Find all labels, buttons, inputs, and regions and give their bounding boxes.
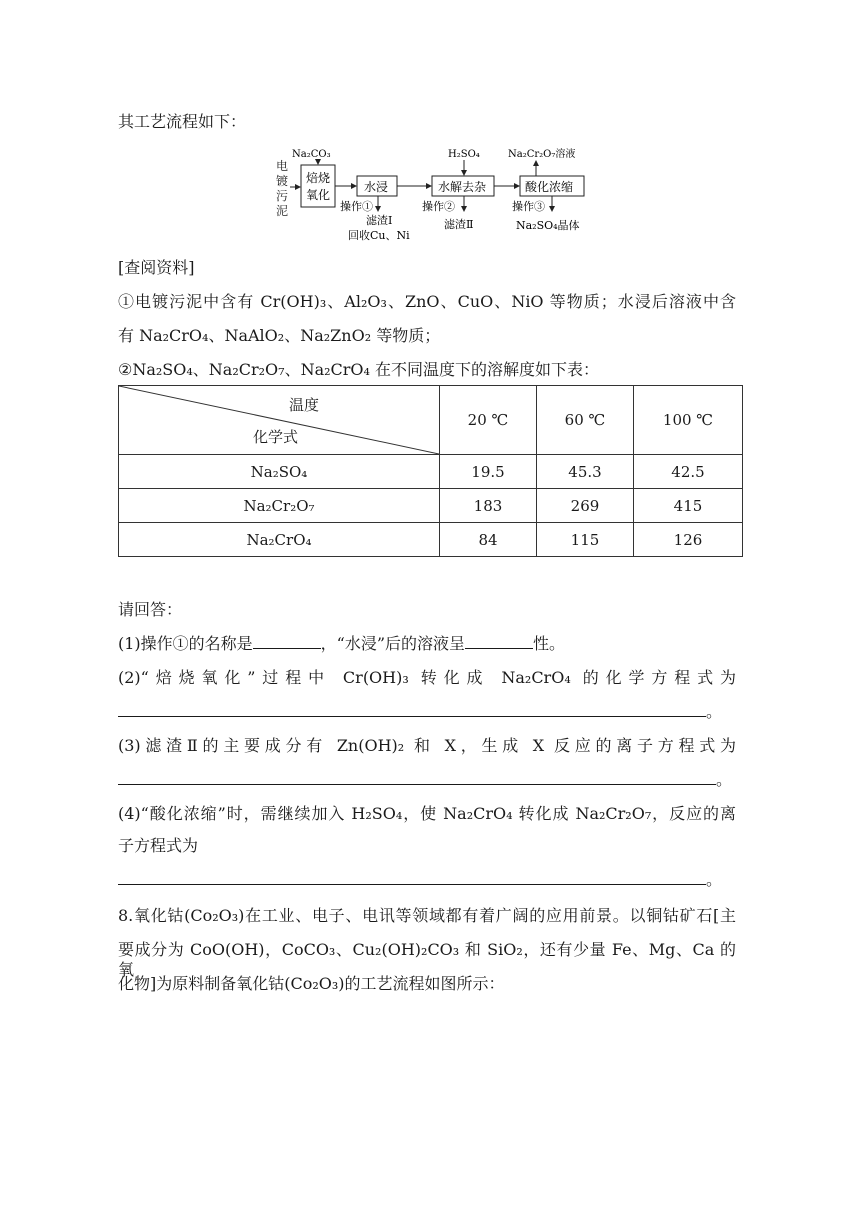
period: 。 xyxy=(706,702,723,721)
value-cell: 19.5 xyxy=(440,455,537,489)
product-top: Na₂Cr₂O₇溶液 xyxy=(508,149,576,160)
value-cell: 126 xyxy=(634,523,743,557)
compound-cell: Na₂CrO₄ xyxy=(119,523,440,557)
table-row xyxy=(119,523,743,557)
question-4-line1: (4)“酸化浓缩”时，需继续加入 H₂SO₄，使 Na₂CrO₄ 转化成 Na₂Cr₂O₇，反应的离 xyxy=(118,804,736,823)
value-cell: 115 xyxy=(537,523,634,557)
value-cell: 42.5 xyxy=(634,455,743,489)
process-flow-diagram xyxy=(268,143,598,248)
recover-label: 回收Cu、Ni xyxy=(348,229,410,242)
q1-part-b: ，“水浸”后的溶液呈 xyxy=(320,634,466,653)
problem-8-line3: 化物]为原料制备氧化钴(Co₂O₃)的工艺流程如图所示： xyxy=(118,974,505,993)
question-1 xyxy=(118,634,565,654)
step-acidify: 酸化浓缩 xyxy=(525,180,574,194)
q1-part-a: (1)操作①的名称是 xyxy=(118,634,253,653)
op3-label: 操作③ xyxy=(512,200,545,213)
table-row xyxy=(119,455,743,489)
source-char-2: 镀 xyxy=(276,174,289,188)
q2-answer-line xyxy=(118,702,722,722)
residue2-label: 滤渣Ⅱ xyxy=(444,218,474,231)
op2-label: 操作② xyxy=(422,200,455,213)
temp-header: 20 ℃ xyxy=(440,386,537,455)
question-4-line2: 子方程式为 xyxy=(118,836,199,855)
problem-8-line2: 要成分为 CoO(OH)，CoCO₃、Cu₂(OH)₂CO₃ 和 SiO₂，还有少量 Fe、Mg、Ca 的氧 xyxy=(118,940,736,979)
question-3: (3)滤渣Ⅱ的主要成分有 Zn(OH)₂ 和 X，生成 X 反应的离子方程式为 xyxy=(118,736,736,755)
product-bottom: Na₂SO₄晶体 xyxy=(516,219,580,232)
answer-blank[interactable] xyxy=(118,770,716,785)
source-char-4: 泥 xyxy=(276,204,289,218)
q3-answer-line xyxy=(118,770,732,790)
residue1-label: 滤渣Ⅰ xyxy=(366,214,393,227)
compound-cell: Na₂SO₄ xyxy=(119,455,440,489)
source-char-1: 电 xyxy=(276,159,289,173)
intro-text: 其工艺流程如下： xyxy=(118,112,247,131)
compound-cell: Na₂Cr₂O₇ xyxy=(119,489,440,523)
table-corner-cell xyxy=(119,386,440,455)
ask-text: 请回答： xyxy=(118,600,183,619)
step-roast-line1: 焙烧 xyxy=(306,171,331,185)
ref1-line1: ①电镀污泥中含有 Cr(OH)₃、Al₂O₃、ZnO、CuO、NiO 等物质；水浸后溶液中含 xyxy=(118,292,736,311)
value-cell: 269 xyxy=(537,489,634,523)
step-leach: 水浸 xyxy=(364,180,389,194)
problem-8-line1: 8.氧化钴(Co₂O₃)在工业、电子、电讯等领域都有着广阔的应用前景。以铜钴矿石[主 xyxy=(118,906,736,925)
answer-blank[interactable] xyxy=(118,702,706,717)
step-roast-line2: 氧化 xyxy=(306,188,331,202)
value-cell: 183 xyxy=(440,489,537,523)
temp-header: 100 ℃ xyxy=(634,386,743,455)
source-char-3: 污 xyxy=(276,189,289,203)
value-cell: 84 xyxy=(440,523,537,557)
answer-blank[interactable] xyxy=(465,634,533,649)
ref2-text: ②Na₂SO₄、Na₂Cr₂O₇、Na₂CrO₄ 在不同温度下的溶解度如下表： xyxy=(118,360,600,379)
corner-formula-label: 化学式 xyxy=(253,428,299,446)
step-hydrolysis: 水解去杂 xyxy=(438,180,487,194)
value-cell: 415 xyxy=(634,489,743,523)
temp-header: 60 ℃ xyxy=(537,386,634,455)
ref-heading: [查阅资料] xyxy=(118,258,195,277)
period: 。 xyxy=(706,870,723,889)
q4-answer-line xyxy=(118,870,722,890)
period: 。 xyxy=(716,770,733,789)
answer-blank[interactable] xyxy=(118,870,706,885)
corner-temp-label: 温度 xyxy=(289,396,320,414)
reagent-h2so4: H₂SO₄ xyxy=(448,149,480,160)
question-2: (2)“焙烧氧化”过程中 Cr(OH)₃ 转化成 Na₂CrO₄ 的化学方程式为 xyxy=(118,668,736,687)
answer-blank[interactable] xyxy=(253,634,321,649)
q1-part-c: 性。 xyxy=(533,634,566,653)
reagent-na2co3: Na₂CO₃ xyxy=(292,149,331,160)
solubility-table xyxy=(118,385,743,557)
op1-label: 操作① xyxy=(340,200,373,213)
table-row xyxy=(119,489,743,523)
ref1-line2: 有 Na₂CrO₄、NaAlO₂、Na₂ZnO₂ 等物质； xyxy=(118,326,441,345)
value-cell: 45.3 xyxy=(537,455,634,489)
